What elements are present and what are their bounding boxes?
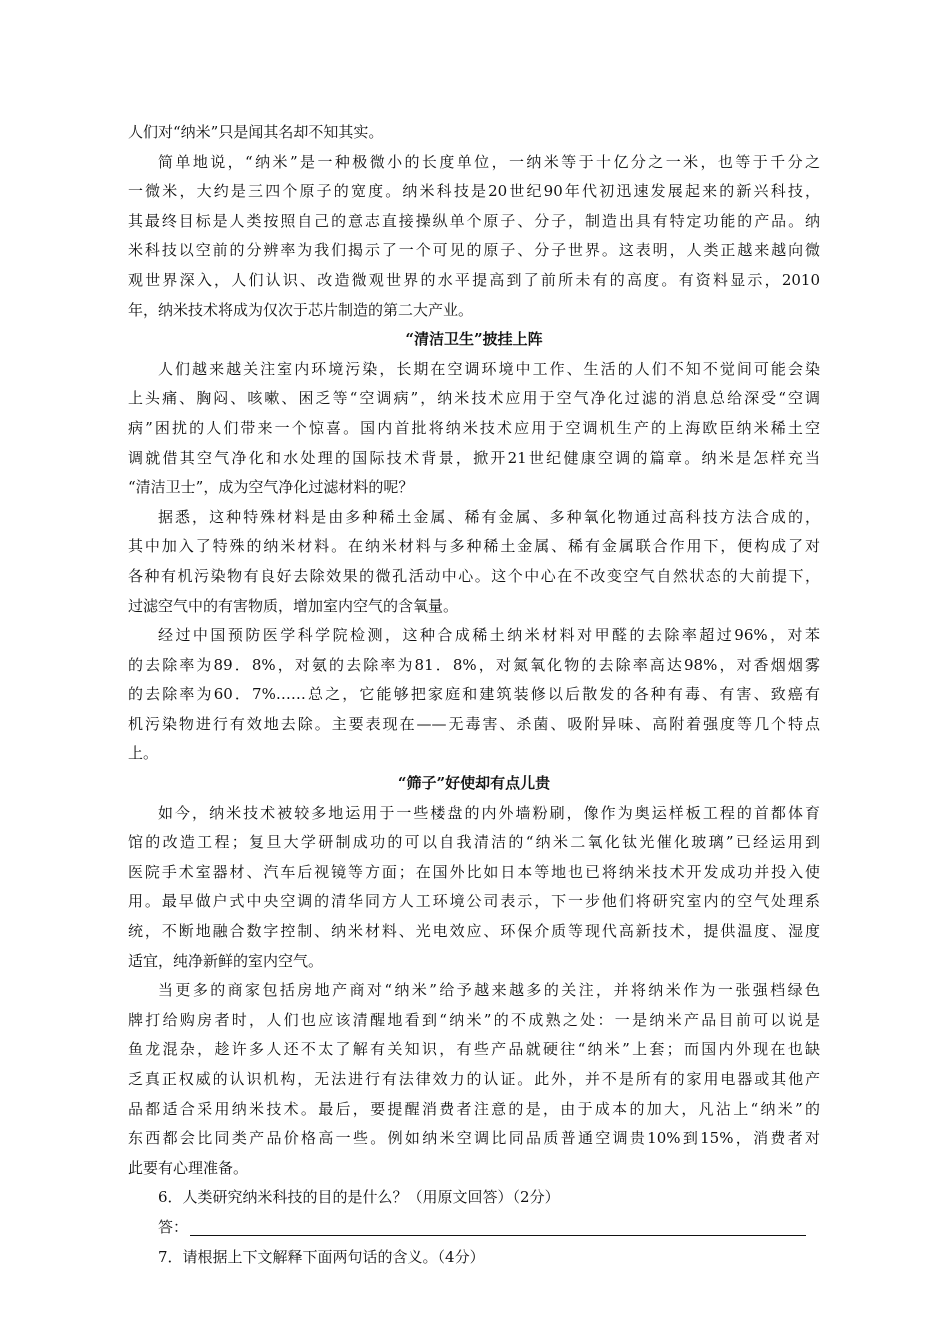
text-line: 东西都会比同类产品价格高一些。例如纳米空调比同品质普通空调贵10%到15%，消费者对 <box>128 1129 820 1148</box>
text-line: 上头痛、胸闷、咳嗽、困乏等“空调病”，纳米技术应用于空气净化过滤的消息总给深受“空调 <box>128 389 820 408</box>
answer-row-6 <box>128 1213 820 1243</box>
question-6: 6．人类研究纳米科技的目的是什么？（用原文回答）（2分） <box>158 1188 560 1207</box>
paragraph-test-results <box>128 621 820 769</box>
text-line: “清洁卫士”，成为空气净化过滤材料的呢？ <box>128 478 414 497</box>
text-line: 品都适合采用纳米技术。最后，要提醒消费者注意的是，由于成本的加大，凡沾上“纳米”的 <box>128 1099 820 1118</box>
text-line: 用。最早做户式中央空调的清华同方人工环境公司表示，下一步他们将研究室内的空气处理系 <box>128 892 820 911</box>
text-line: 其最终目标是人类按照自己的意志直接操纵单个原子、分子，制造出具有特定功能的产品。纳 <box>128 211 820 230</box>
text-line: 当更多的商家包括房地产商对“纳米”给予越来越多的关注，并将纳米作为一张强档绿色 <box>158 981 820 1000</box>
paragraph-material <box>128 503 820 621</box>
paragraph-air-conditioner <box>128 355 820 503</box>
answer-blank-line[interactable] <box>190 1234 806 1236</box>
text-line: 各种有机污染物有良好去除效果的微孔活动中心。这个中心在不改变空气自然状态的大前提下， <box>128 566 820 585</box>
text-line: 调就借其空气净化和水处理的国际技术背景，掀开21世纪健康空调的篇章。纳米是怎样充当 <box>128 448 820 467</box>
text-line: 简单地说，“纳米”是一种极微小的长度单位，一纳米等于十亿分之一米，也等于千分之 <box>158 152 820 171</box>
text-line: 鱼龙混杂，趁许多人还不太了解有关知识，有些产品就硬往“纳米”上套；而国内外现在也缺 <box>128 1040 820 1059</box>
section-heading-clean: “清洁卫生”披挂上阵 <box>405 330 543 349</box>
text-line: 乏真正权威的认识机构，无法进行有法律效力的认证。此外，并不是所有的家用电器或其他产 <box>128 1070 820 1088</box>
text-line: 医院手术室器材、汽车后视镜等方面；在国外比如日本等地也已将纳米技术开发成功并投入使 <box>128 862 820 881</box>
document-page <box>128 118 820 1272</box>
section-heading-sieve: “筛子”好使却有点儿贵 <box>397 774 551 793</box>
text-line: 上。 <box>128 744 159 763</box>
text-line: 牌打给购房者时，人们也应该清醒地看到“纳米”的不成熟之处：一是纳米产品目前可以说是 <box>128 1010 820 1029</box>
text-line: 据悉，这种特殊材料是由多种稀土金属、稀有金属、多种氧化物通过高科技方法合成的， <box>158 507 820 526</box>
text-line: 过滤空气中的有害物质，增加室内空气的含氧量。 <box>128 596 459 615</box>
paragraph-caution <box>128 976 820 1183</box>
text-line: 年，纳米技术将成为仅次于芯片制造的第二大产业。 <box>128 300 474 319</box>
text-line: 馆的改造工程；复旦大学研制成功的可以自我清洁的“纳米二氧化钛光催化玻璃”已经运用到 <box>128 833 820 852</box>
text-line: 米科技以空前的分辨率为我们揭示了一个可见的原子、分子世界。这表明，人类正越来越向微 <box>128 241 820 260</box>
intro-line: 人们对“纳米”只是闻其名却不知其实。 <box>128 123 384 141</box>
text-line: 观世界深入，人们认识、改造微观世界的水平提高到了前所未有的高度。有资料显示，2010 <box>128 270 820 289</box>
question-7: 7．请根据上下文解释下面两句话的含义。（4分） <box>158 1247 485 1266</box>
text-line: 机污染物进行有效地去除。主要表现在——无毒害、杀菌、吸附异味、高附着强度等几个特点 <box>128 714 820 733</box>
text-line: 此要有心理准备。 <box>128 1158 249 1177</box>
text-line: 适宜，纯净新鲜的室内空气。 <box>128 951 324 970</box>
text-line: 一微米，大约是三四个原子的宽度。纳米科技是20世纪90年代初迅速发展起来的新兴科技， <box>128 182 820 201</box>
text-line: 如今，纳米技术被较多地运用于一些楼盘的内外墙粉刷，像作为奥运样板工程的首都体育 <box>158 803 820 822</box>
paragraph-applications <box>128 799 820 977</box>
text-line: 经过中国预防医学科学院检测，这种合成稀土纳米材料对甲醛的去除率超过96%，对苯 <box>158 626 820 645</box>
answer-label: 答： <box>158 1217 189 1236</box>
paragraph-nano-definition <box>128 148 820 326</box>
text-line: 的去除率为89．8%，对氨的去除率为81．8%，对氮氧化物的去除率高达98%，对香烟烟雾 <box>128 655 820 674</box>
text-line: 病”困扰的人们带来一个惊喜。国内首批将纳米技术应用于空调机生产的上海欧臣纳米稀土空 <box>128 418 820 437</box>
text-line: 的去除率为60．7%……总之，它能够把家庭和建筑装修以后散发的各种有毒、有害、致癌有 <box>128 685 820 704</box>
text-line: 人们越来越关注室内环境污染，长期在空调环境中工作、生活的人们不知不觉间可能会染 <box>158 359 820 378</box>
text-line: 统，不断地融合数字控制、纳米材料、光电效应、环保介质等现代高新技术，提供温度、湿度 <box>128 922 820 941</box>
text-line: 其中加入了特殊的纳米材料。在纳米材料与多种稀土金属、稀有金属联合作用下，便构成了对 <box>128 537 820 556</box>
